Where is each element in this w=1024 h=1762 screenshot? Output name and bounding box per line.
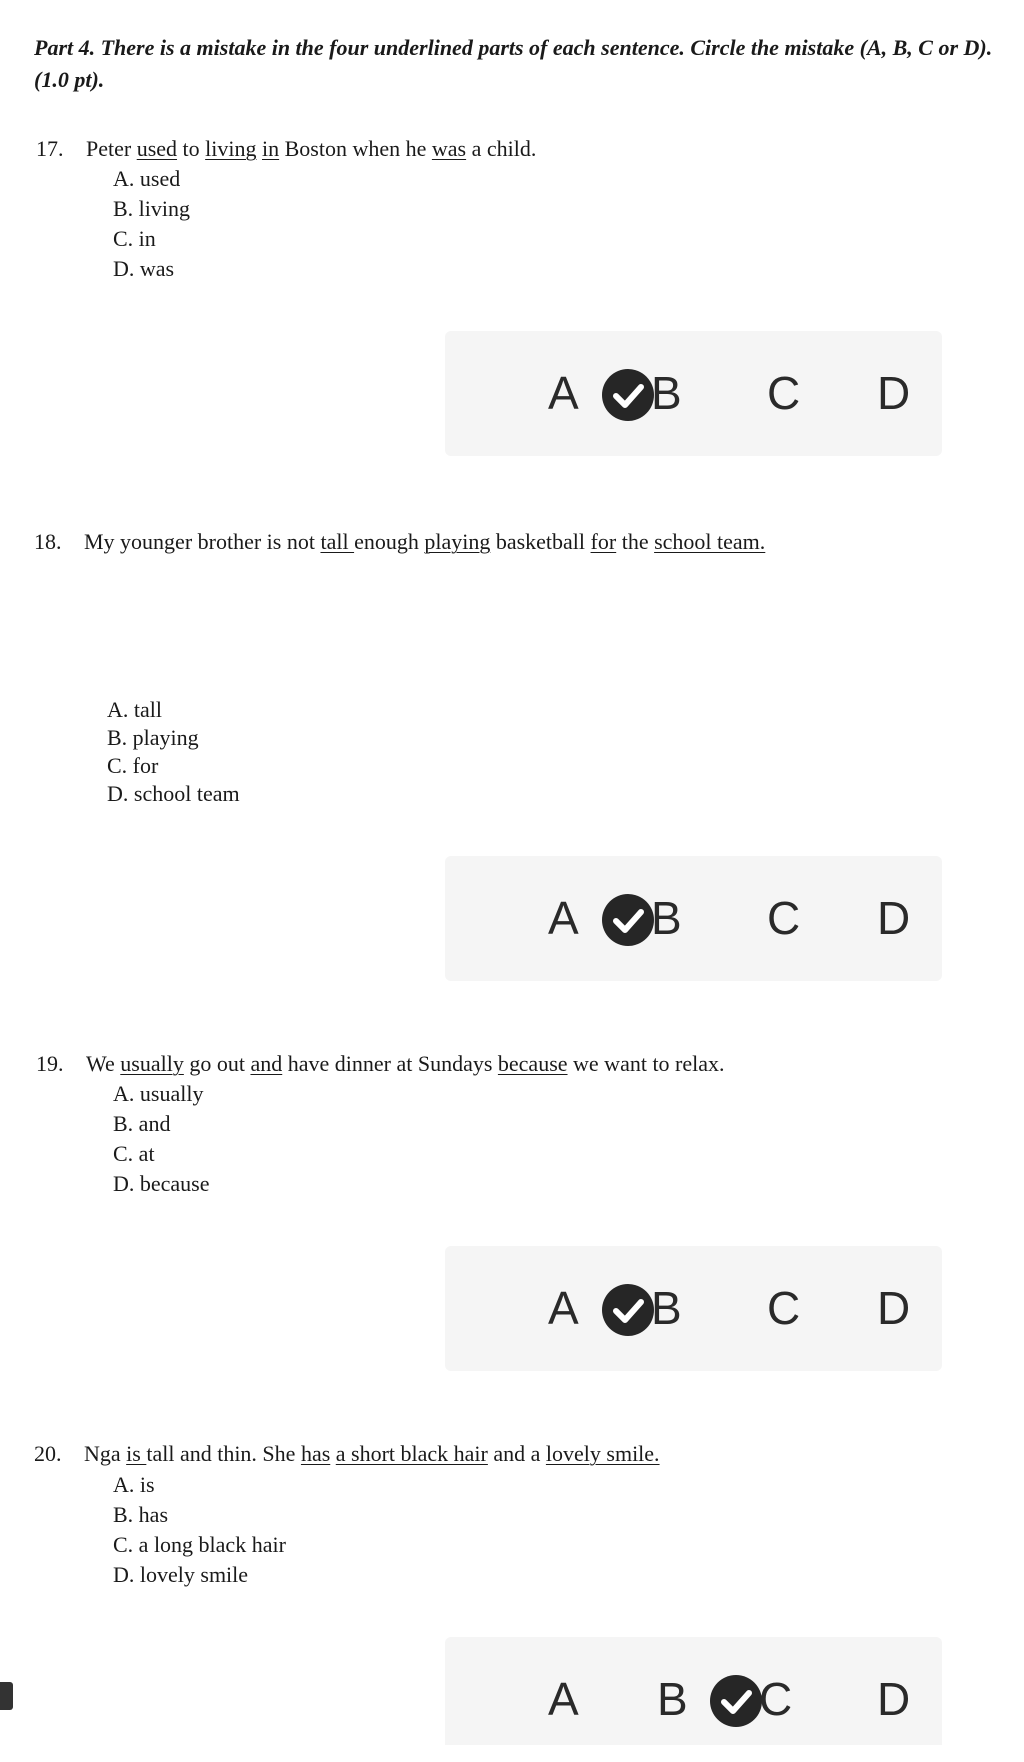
sentence-text: We	[86, 1051, 121, 1076]
option-d: D. was	[113, 256, 175, 281]
question-20-answer-box	[445, 1637, 942, 1745]
option-b: B. living	[113, 196, 191, 221]
choice-b[interactable]: B	[651, 1282, 682, 1334]
choice-a[interactable]: A	[548, 892, 579, 944]
underlined-part-c: in	[262, 136, 280, 161]
choice-b[interactable]: B	[651, 892, 682, 944]
choice-d[interactable]: D	[877, 892, 911, 944]
choice-c[interactable]: C	[767, 1282, 801, 1334]
option-b: B. and	[113, 1111, 171, 1136]
sentence-text: Nga	[84, 1441, 127, 1466]
check-circle-icon	[710, 1675, 762, 1727]
underlined-part-b: living	[205, 136, 257, 161]
question-17-options	[113, 164, 190, 284]
option-a: A. is	[113, 1472, 155, 1497]
underlined-part-a: used	[136, 136, 178, 161]
option-c: C. at	[113, 1141, 155, 1166]
question-18-options	[107, 696, 240, 808]
question-number: 20.	[34, 1441, 62, 1466]
option-c: C. for	[107, 753, 159, 778]
choice-b[interactable]: B	[657, 1673, 688, 1725]
question-17-answer-box	[445, 331, 942, 456]
question-19-sentence	[36, 1050, 725, 1078]
sentence-text: basketball	[490, 529, 591, 554]
sentence-text: to	[177, 136, 206, 161]
sentence-text: Peter	[86, 136, 137, 161]
question-number: 17.	[36, 136, 64, 161]
sentence-text: a child.	[466, 136, 537, 161]
choice-d[interactable]: D	[877, 1282, 911, 1334]
edge-marker	[0, 1682, 13, 1710]
question-number: 19.	[36, 1051, 64, 1076]
choice-d[interactable]: D	[877, 367, 911, 419]
choice-c[interactable]: C	[759, 1673, 793, 1725]
underlined-part-b: has	[300, 1441, 331, 1466]
option-a: A. tall	[107, 697, 162, 722]
question-19-answer-box	[445, 1246, 942, 1371]
option-b: B. has	[113, 1502, 168, 1527]
question-19-options	[113, 1079, 210, 1199]
instructions: Part 4. There is a mistake in the four underlined parts of each sentence. Circle the mistake (A, B, C or D). (1.0 pt).	[34, 35, 993, 92]
sentence-text: and a	[487, 1441, 546, 1466]
option-d: D. school team	[107, 781, 240, 806]
question-number: 18.	[34, 529, 62, 554]
sentence-text: go out	[183, 1051, 251, 1076]
choice-a[interactable]: A	[548, 1282, 579, 1334]
question-18-answer-box	[445, 856, 942, 981]
underlined-part-d: lovely smile.	[545, 1441, 660, 1466]
sentence-text: we want to relax.	[567, 1051, 725, 1076]
underlined-part-a: tall	[320, 529, 355, 554]
underlined-part-b: playing	[424, 529, 491, 554]
question-20-options	[113, 1470, 286, 1590]
underlined-part-d: was	[431, 136, 467, 161]
choice-c[interactable]: C	[767, 892, 801, 944]
option-d: D. because	[113, 1171, 210, 1196]
choice-a[interactable]: A	[548, 1673, 579, 1725]
option-a: A. usually	[113, 1081, 204, 1106]
option-a: A. used	[113, 166, 181, 191]
choice-b[interactable]: B	[651, 367, 682, 419]
question-18-sentence	[34, 528, 765, 556]
underlined-part-a: usually	[120, 1051, 184, 1076]
underlined-part-c: for	[590, 529, 617, 554]
check-circle-icon	[602, 1284, 654, 1336]
sentence-text: tall and thin. She	[146, 1441, 301, 1466]
check-circle-icon	[602, 894, 654, 946]
choice-d[interactable]: D	[877, 1673, 911, 1725]
option-c: C. in	[113, 226, 156, 251]
underlined-part-d: because	[497, 1051, 568, 1076]
sentence-text: Boston when he	[279, 136, 432, 161]
underlined-part-a: is	[126, 1441, 147, 1466]
underlined-part-b: and	[250, 1051, 283, 1076]
sentence-text: the	[616, 529, 655, 554]
option-b: B. playing	[107, 725, 199, 750]
underlined-part-d: school team.	[654, 529, 766, 554]
question-17-sentence	[36, 135, 536, 163]
choice-a[interactable]: A	[548, 367, 579, 419]
sentence-text: enough	[354, 529, 425, 554]
check-circle-icon	[602, 369, 654, 421]
question-20-sentence	[34, 1440, 660, 1468]
sentence-text: have dinner at Sundays	[282, 1051, 498, 1076]
choice-c[interactable]: C	[767, 367, 801, 419]
option-d: D. lovely smile	[113, 1562, 249, 1587]
option-c: C. a long black hair	[113, 1532, 286, 1557]
underlined-part-c: a short black hair	[335, 1441, 488, 1466]
sentence-text: My younger brother is not	[84, 529, 321, 554]
